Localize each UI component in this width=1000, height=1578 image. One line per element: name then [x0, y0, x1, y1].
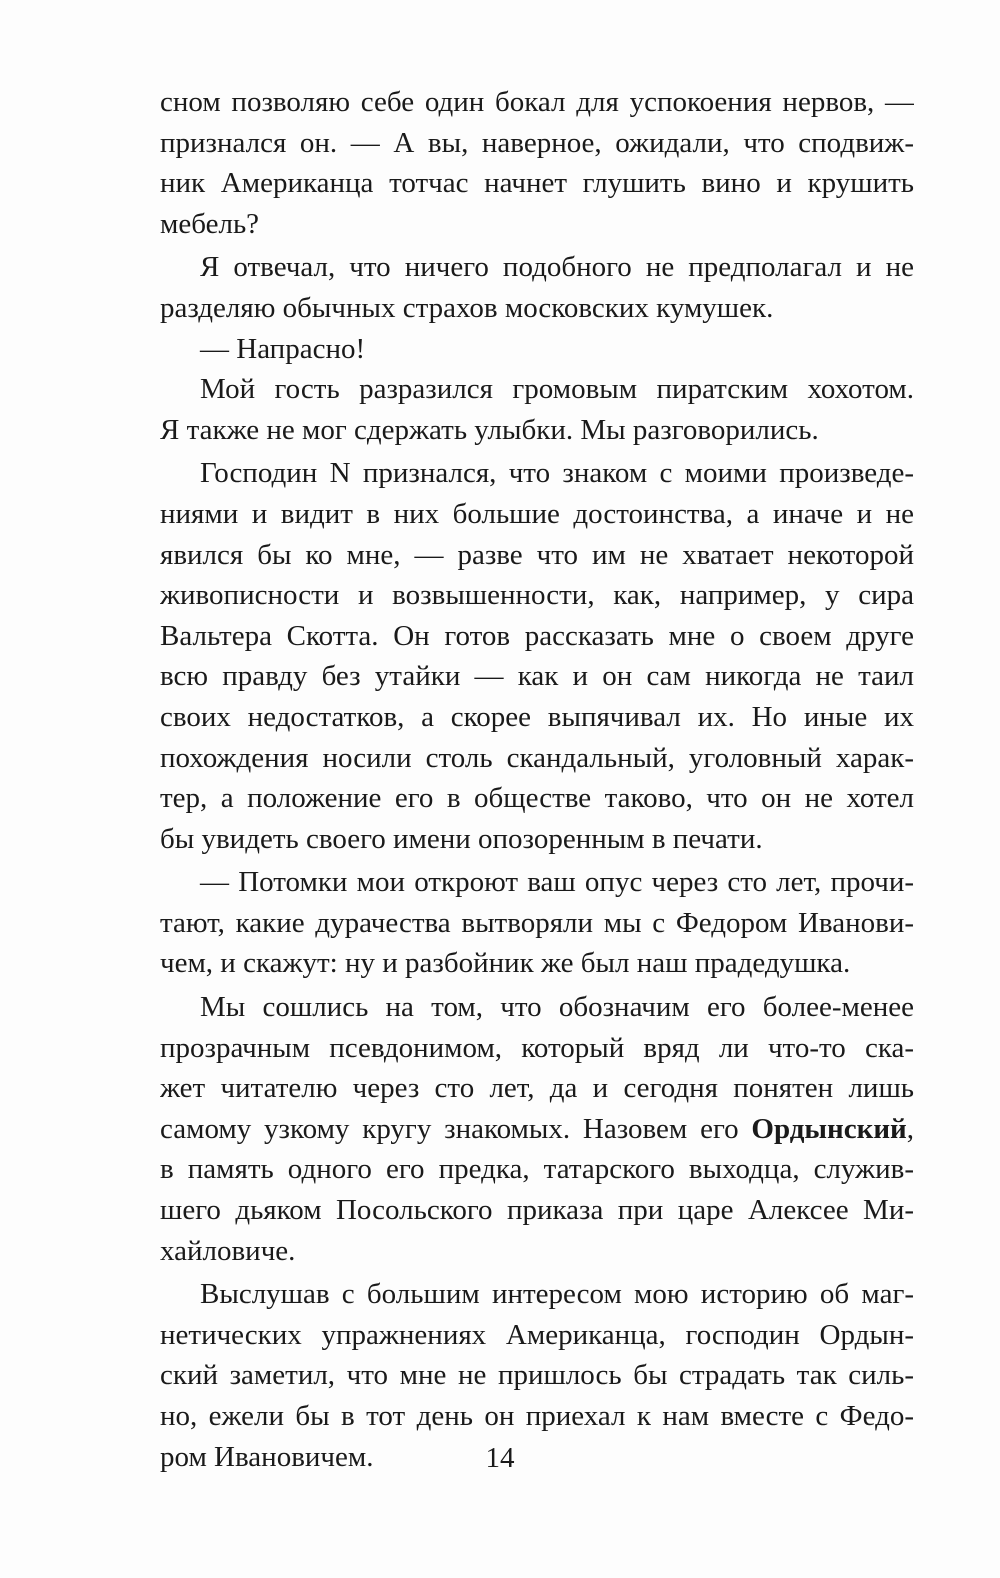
text-line: сном позволяю себе один бокал для успокоения нервов, — — [160, 86, 914, 118]
text-line: бы увидеть своего имени опозоренным в печати. — [160, 822, 763, 855]
text-line: живописности и возвышенности, как, например, у сира — [160, 579, 914, 612]
text-line: признался он. — А вы, наверное, ожидали, что сподвиж- — [160, 126, 914, 159]
text-line: жет читателю через сто лет, да и сегодня понятен лишь — [160, 1072, 914, 1105]
text-line: тают, какие дурачества вытворяли мы с Федором Иванови- — [160, 906, 914, 939]
paragraph — [160, 862, 914, 984]
body-text — [160, 82, 914, 1477]
text-line: Мы сошлись на том, что обозначим его более-менее — [200, 991, 914, 1024]
text-line: — Напрасно! — [200, 332, 366, 365]
text-line: мебель? — [160, 207, 260, 240]
text-line: ром Ивановичем. — [160, 1440, 374, 1473]
text-line — [160, 1109, 914, 1150]
text-line: Я также не мог сдержать улыбки. Мы разговорились. — [160, 413, 819, 446]
text-line: ский заметил, что мне не пришлось бы страдать так силь- — [160, 1359, 914, 1392]
pseudonym: Ордынский — [751, 1112, 907, 1145]
text-line: Мой гость разразился громовым пиратским хохотом. — [200, 373, 914, 406]
text-line: Я отвечал, что ничего подобного не предполагал и не — [200, 251, 914, 284]
text-fragment: , — [906, 1112, 914, 1145]
text-line: ниями и видит в них большие достоинства, а иначе и не — [160, 497, 914, 530]
text-line: своих недостатков, а скорее выпячивал их. Но иные их — [160, 700, 914, 733]
text-line: Выслушав с большим интересом мою историю об маг- — [200, 1278, 914, 1311]
text-line: Господин N признался, что знаком с моими произведе- — [200, 457, 914, 490]
text-line: хайловиче. — [160, 1234, 296, 1267]
text-line: но, ежели бы в тот день он приехал к нам вместе с Федо- — [160, 1400, 914, 1432]
text-line: явился бы ко мне, — разве что им не хватает некоторой — [160, 538, 914, 571]
page-number: 14 — [485, 1442, 515, 1474]
text-line: — Потомки мои откроют ваш опус через сто лет, прочи- — [200, 866, 914, 899]
text-line: похождения носили столь скандальный, уголовный харак- — [160, 741, 914, 774]
text-line: ник Американца тотчас начнет глушить вино и крушить — [160, 167, 914, 200]
paragraph — [160, 987, 914, 1271]
text-line: тер, а положение его в обществе таково, что он не хотел — [160, 782, 914, 815]
text-line: Вальтера Скотта. Он готов рассказать мне о своем друге — [160, 619, 914, 652]
text-line: разделяю обычных страхов московских кумушек. — [160, 291, 774, 324]
paragraph — [160, 247, 914, 328]
paragraph — [160, 82, 914, 244]
text-line: прозрачным псевдонимом, который вряд ли что-то ска- — [160, 1031, 914, 1064]
paragraph — [160, 329, 914, 370]
text-line: шего дьяком Посольского приказа при царе Алексее Ми- — [160, 1194, 914, 1227]
text-line: чем, и скажут: ну и разбойник же был наш прадедушка. — [160, 947, 851, 980]
text-line: нетических упражнениях Американца, господин Ордын- — [160, 1318, 914, 1351]
text-line: всю правду без утайки — как и он сам никогда не таил — [160, 660, 914, 693]
paragraph — [160, 453, 914, 859]
text-fragment: самому узкому кругу знакомых. Назовем его — [160, 1112, 752, 1145]
text-line: в память одного его предка, татарского выходца, служив- — [160, 1153, 914, 1186]
paragraph — [160, 369, 914, 450]
